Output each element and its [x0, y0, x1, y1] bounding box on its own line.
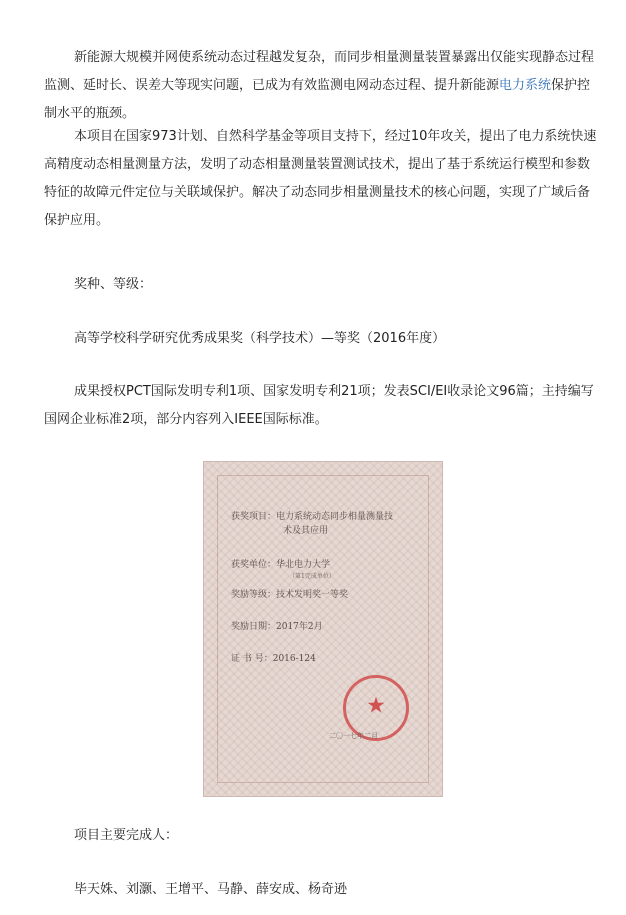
certificate-project-line2: 术及其应用	[283, 526, 329, 536]
intro-text-after-link: 保护控制水平的瓶颈。	[44, 78, 591, 121]
award-heading: 奖种、等级：	[74, 277, 153, 292]
achievements-paragraph: 成果授权PCT国际发明专利1项、国家发明专利21项；发表SCI/EI收录论文96篇；主持编写国网企业标准2项，部分内容列入IEEE国际标准。	[44, 384, 594, 427]
contributors-list: 毕天姝、刘灏、王增平、马静、薛安成、杨奇逊	[74, 882, 348, 897]
intro-paragraph	[44, 44, 600, 128]
certificate-unit-note: （第1完成单位）	[289, 573, 335, 580]
certificate-seal-date: 二〇一七年二月	[329, 732, 378, 740]
award-certificate-image	[203, 461, 443, 797]
award-value: 高等学校科学研究优秀成果奖（科学技术）—等奖（2016年度）	[74, 331, 446, 346]
certificate-unit: 获奖单位：华北电力大学	[231, 560, 331, 570]
certificate-number: 证 书 号：2016-124	[231, 654, 316, 664]
intro-text-before-link: 新能源大规模并网使系统动态过程越发复杂，而同步相量测量装置暴露出仅能实现静态过程监测、延时长、误差大等现实问题，已成为有效监测电网动态过程、提升新能源	[44, 50, 595, 93]
power-system-link[interactable]: 电力系统	[499, 78, 552, 93]
project-description-paragraph: 本项目在国家973计划、自然科学基金等项目支持下，经过10年攻关，提出了电力系统快速高精度动态相量测量方法，发明了动态相量测量装置测试技术，提出了基于系统运行模型和参数特征的故障元件定位与关联域保护。解决了动态同步相量测量技术的核心问题，实现了广域后备保护应用。	[44, 129, 597, 228]
certificate-level: 奖励等级：技术发明奖一等奖	[231, 590, 349, 600]
certificate-date: 奖励日期：2017年2月	[231, 622, 323, 632]
contributors-heading: 项目主要完成人：	[74, 828, 179, 843]
seal-emblem-icon: ★	[366, 693, 386, 719]
certificate-project-line1: 获奖项目：电力系统动态同步相量测量技	[231, 512, 394, 522]
